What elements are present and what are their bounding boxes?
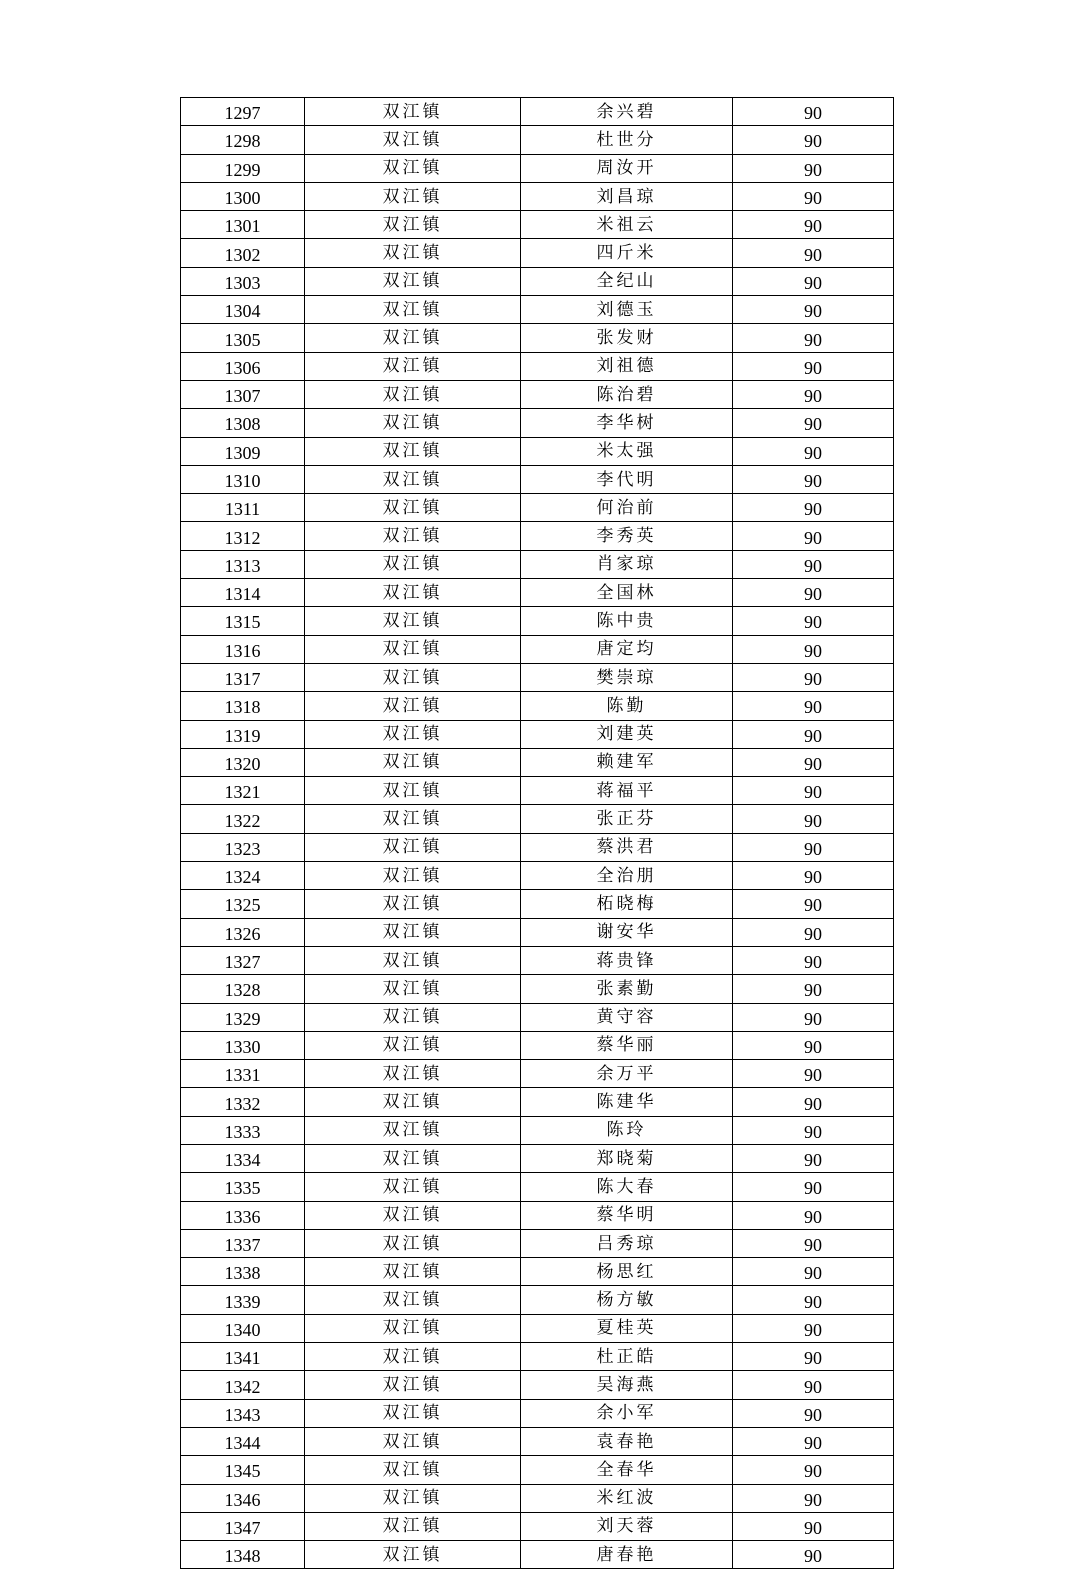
table-row [181, 1088, 894, 1116]
person-name-cell: 唐定均 [521, 635, 733, 663]
serial-number-cell: 1329 [181, 1003, 305, 1031]
town-cell: 双江镇 [305, 1116, 521, 1144]
table-row [181, 1173, 894, 1201]
town-cell: 双江镇 [305, 833, 521, 861]
score-cell: 90 [733, 1258, 894, 1286]
table-row [181, 805, 894, 833]
town-cell: 双江镇 [305, 635, 521, 663]
town-cell: 双江镇 [305, 692, 521, 720]
town-cell: 双江镇 [305, 1060, 521, 1088]
score-cell: 90 [733, 1116, 894, 1144]
table-row [181, 352, 894, 380]
serial-number-cell: 1312 [181, 522, 305, 550]
town-cell: 双江镇 [305, 777, 521, 805]
town-cell: 双江镇 [305, 1343, 521, 1371]
person-name-cell: 谢安华 [521, 918, 733, 946]
town-cell: 双江镇 [305, 1427, 521, 1455]
score-cell: 90 [733, 805, 894, 833]
score-cell: 90 [733, 1484, 894, 1512]
person-name-cell: 樊崇琼 [521, 663, 733, 691]
table-row [181, 1427, 894, 1455]
score-cell: 90 [733, 409, 894, 437]
score-cell: 90 [733, 946, 894, 974]
score-cell: 90 [733, 1343, 894, 1371]
serial-number-cell: 1338 [181, 1258, 305, 1286]
table-row [181, 663, 894, 691]
score-cell: 90 [733, 1427, 894, 1455]
serial-number-cell: 1330 [181, 1031, 305, 1059]
serial-number-cell: 1306 [181, 352, 305, 380]
serial-number-cell: 1323 [181, 833, 305, 861]
town-cell: 双江镇 [305, 494, 521, 522]
table-row [181, 465, 894, 493]
town-cell: 双江镇 [305, 1258, 521, 1286]
table-row [181, 748, 894, 776]
score-cell: 90 [733, 635, 894, 663]
person-name-cell: 肖家琼 [521, 550, 733, 578]
score-cell: 90 [733, 437, 894, 465]
table-row [181, 437, 894, 465]
table-row [181, 1116, 894, 1144]
table-row [181, 409, 894, 437]
table-row [181, 182, 894, 210]
score-cell: 90 [733, 1314, 894, 1342]
town-cell: 双江镇 [305, 352, 521, 380]
score-cell: 90 [733, 833, 894, 861]
score-cell: 90 [733, 239, 894, 267]
score-cell: 90 [733, 154, 894, 182]
table-row [181, 635, 894, 663]
score-cell: 90 [733, 862, 894, 890]
score-cell: 90 [733, 579, 894, 607]
serial-number-cell: 1324 [181, 862, 305, 890]
town-cell: 双江镇 [305, 805, 521, 833]
person-name-cell: 陈大春 [521, 1173, 733, 1201]
person-name-cell: 四斤米 [521, 239, 733, 267]
person-name-cell: 全春华 [521, 1456, 733, 1484]
table-row [181, 1031, 894, 1059]
score-cell: 90 [733, 1541, 894, 1569]
score-cell: 90 [733, 296, 894, 324]
town-cell: 双江镇 [305, 1314, 521, 1342]
town-cell: 双江镇 [305, 720, 521, 748]
person-name-cell: 陈建华 [521, 1088, 733, 1116]
town-cell: 双江镇 [305, 1541, 521, 1569]
table-row [181, 918, 894, 946]
score-cell: 90 [733, 777, 894, 805]
serial-number-cell: 1301 [181, 211, 305, 239]
score-cell: 90 [733, 1003, 894, 1031]
table-row [181, 1343, 894, 1371]
serial-number-cell: 1326 [181, 918, 305, 946]
table-row [181, 324, 894, 352]
table-row [181, 1229, 894, 1257]
town-cell: 双江镇 [305, 182, 521, 210]
person-name-cell: 赖建军 [521, 748, 733, 776]
town-cell: 双江镇 [305, 154, 521, 182]
table-row [181, 579, 894, 607]
town-cell: 双江镇 [305, 1088, 521, 1116]
table-row [181, 1144, 894, 1172]
person-name-cell: 郑晓菊 [521, 1144, 733, 1172]
table-row [181, 946, 894, 974]
table-row [181, 494, 894, 522]
person-name-cell: 蔡洪君 [521, 833, 733, 861]
score-cell: 90 [733, 267, 894, 295]
score-cell: 90 [733, 522, 894, 550]
town-cell: 双江镇 [305, 1229, 521, 1257]
town-cell: 双江镇 [305, 1484, 521, 1512]
serial-number-cell: 1320 [181, 748, 305, 776]
serial-number-cell: 1310 [181, 465, 305, 493]
person-name-cell: 蒋福平 [521, 777, 733, 805]
serial-number-cell: 1333 [181, 1116, 305, 1144]
person-name-cell: 米太强 [521, 437, 733, 465]
person-name-cell: 李华树 [521, 409, 733, 437]
person-name-cell: 杜世分 [521, 126, 733, 154]
town-cell: 双江镇 [305, 211, 521, 239]
person-name-cell: 吕秀琼 [521, 1229, 733, 1257]
table-row [181, 607, 894, 635]
person-name-cell: 陈治碧 [521, 380, 733, 408]
town-cell: 双江镇 [305, 380, 521, 408]
score-cell: 90 [733, 380, 894, 408]
score-cell: 90 [733, 748, 894, 776]
score-cell: 90 [733, 1399, 894, 1427]
score-cell: 90 [733, 692, 894, 720]
serial-number-cell: 1345 [181, 1456, 305, 1484]
table-row [181, 833, 894, 861]
person-name-cell: 张素勤 [521, 975, 733, 1003]
serial-number-cell: 1303 [181, 267, 305, 295]
town-cell: 双江镇 [305, 890, 521, 918]
town-cell: 双江镇 [305, 607, 521, 635]
table-row [181, 1060, 894, 1088]
score-cell: 90 [733, 1201, 894, 1229]
serial-number-cell: 1347 [181, 1512, 305, 1540]
person-name-cell: 全治朋 [521, 862, 733, 890]
town-cell: 双江镇 [305, 1512, 521, 1540]
score-cell: 90 [733, 663, 894, 691]
table-row [181, 1512, 894, 1540]
person-name-cell: 余兴碧 [521, 98, 733, 126]
score-cell: 90 [733, 126, 894, 154]
table-row [181, 522, 894, 550]
town-cell: 双江镇 [305, 1031, 521, 1059]
person-name-cell: 周汝开 [521, 154, 733, 182]
serial-number-cell: 1339 [181, 1286, 305, 1314]
person-name-cell: 余万平 [521, 1060, 733, 1088]
person-name-cell: 刘德玉 [521, 296, 733, 324]
town-cell: 双江镇 [305, 324, 521, 352]
person-name-cell: 黄守容 [521, 1003, 733, 1031]
person-name-cell: 李代明 [521, 465, 733, 493]
table-row [181, 1371, 894, 1399]
town-cell: 双江镇 [305, 1371, 521, 1399]
table-row [181, 154, 894, 182]
serial-number-cell: 1348 [181, 1541, 305, 1569]
score-cell: 90 [733, 1512, 894, 1540]
town-cell: 双江镇 [305, 1144, 521, 1172]
serial-number-cell: 1322 [181, 805, 305, 833]
serial-number-cell: 1343 [181, 1399, 305, 1427]
person-name-cell: 刘建英 [521, 720, 733, 748]
town-cell: 双江镇 [305, 663, 521, 691]
table-row [181, 862, 894, 890]
serial-number-cell: 1318 [181, 692, 305, 720]
serial-number-cell: 1334 [181, 1144, 305, 1172]
serial-number-cell: 1340 [181, 1314, 305, 1342]
roster-table-body [181, 98, 894, 1569]
town-cell: 双江镇 [305, 522, 521, 550]
town-cell: 双江镇 [305, 579, 521, 607]
person-name-cell: 柘晓梅 [521, 890, 733, 918]
serial-number-cell: 1305 [181, 324, 305, 352]
town-cell: 双江镇 [305, 239, 521, 267]
table-row [181, 380, 894, 408]
town-cell: 双江镇 [305, 465, 521, 493]
person-name-cell: 陈玲 [521, 1116, 733, 1144]
person-name-cell: 全纪山 [521, 267, 733, 295]
score-cell: 90 [733, 918, 894, 946]
score-cell: 90 [733, 890, 894, 918]
table-row [181, 1399, 894, 1427]
table-row [181, 550, 894, 578]
town-cell: 双江镇 [305, 98, 521, 126]
person-name-cell: 杜正皓 [521, 1343, 733, 1371]
serial-number-cell: 1346 [181, 1484, 305, 1512]
person-name-cell: 全国林 [521, 579, 733, 607]
table-row [181, 890, 894, 918]
serial-number-cell: 1299 [181, 154, 305, 182]
person-name-cell: 蔡华丽 [521, 1031, 733, 1059]
serial-number-cell: 1297 [181, 98, 305, 126]
table-row [181, 777, 894, 805]
table-row [181, 1201, 894, 1229]
score-cell: 90 [733, 550, 894, 578]
serial-number-cell: 1316 [181, 635, 305, 663]
town-cell: 双江镇 [305, 1201, 521, 1229]
serial-number-cell: 1319 [181, 720, 305, 748]
table-row [181, 239, 894, 267]
score-cell: 90 [733, 1144, 894, 1172]
table-row [181, 720, 894, 748]
person-name-cell: 何治前 [521, 494, 733, 522]
serial-number-cell: 1309 [181, 437, 305, 465]
table-row [181, 267, 894, 295]
score-cell: 90 [733, 1286, 894, 1314]
person-name-cell: 夏桂英 [521, 1314, 733, 1342]
serial-number-cell: 1300 [181, 182, 305, 210]
person-name-cell: 余小军 [521, 1399, 733, 1427]
person-name-cell: 陈中贵 [521, 607, 733, 635]
roster-table [180, 97, 894, 1569]
serial-number-cell: 1321 [181, 777, 305, 805]
town-cell: 双江镇 [305, 550, 521, 578]
town-cell: 双江镇 [305, 975, 521, 1003]
serial-number-cell: 1336 [181, 1201, 305, 1229]
town-cell: 双江镇 [305, 126, 521, 154]
serial-number-cell: 1311 [181, 494, 305, 522]
table-row [181, 1258, 894, 1286]
score-cell: 90 [733, 494, 894, 522]
serial-number-cell: 1314 [181, 579, 305, 607]
serial-number-cell: 1332 [181, 1088, 305, 1116]
person-name-cell: 杨思红 [521, 1258, 733, 1286]
serial-number-cell: 1337 [181, 1229, 305, 1257]
town-cell: 双江镇 [305, 296, 521, 324]
score-cell: 90 [733, 1456, 894, 1484]
town-cell: 双江镇 [305, 1003, 521, 1031]
serial-number-cell: 1327 [181, 946, 305, 974]
person-name-cell: 米祖云 [521, 211, 733, 239]
score-cell: 90 [733, 98, 894, 126]
person-name-cell: 刘昌琼 [521, 182, 733, 210]
serial-number-cell: 1341 [181, 1343, 305, 1371]
serial-number-cell: 1304 [181, 296, 305, 324]
table-row [181, 1286, 894, 1314]
score-cell: 90 [733, 1173, 894, 1201]
serial-number-cell: 1335 [181, 1173, 305, 1201]
score-cell: 90 [733, 465, 894, 493]
town-cell: 双江镇 [305, 1399, 521, 1427]
person-name-cell: 米红波 [521, 1484, 733, 1512]
person-name-cell: 蒋贵锋 [521, 946, 733, 974]
table-row [181, 1484, 894, 1512]
serial-number-cell: 1344 [181, 1427, 305, 1455]
serial-number-cell: 1313 [181, 550, 305, 578]
serial-number-cell: 1308 [181, 409, 305, 437]
serial-number-cell: 1331 [181, 1060, 305, 1088]
score-cell: 90 [733, 1229, 894, 1257]
serial-number-cell: 1328 [181, 975, 305, 1003]
person-name-cell: 张发财 [521, 324, 733, 352]
town-cell: 双江镇 [305, 1456, 521, 1484]
person-name-cell: 吴海燕 [521, 1371, 733, 1399]
table-row [181, 975, 894, 1003]
score-cell: 90 [733, 607, 894, 635]
serial-number-cell: 1342 [181, 1371, 305, 1399]
score-cell: 90 [733, 975, 894, 1003]
person-name-cell: 李秀英 [521, 522, 733, 550]
table-row [181, 692, 894, 720]
table-row [181, 126, 894, 154]
table-row [181, 1314, 894, 1342]
score-cell: 90 [733, 1031, 894, 1059]
person-name-cell: 唐春艳 [521, 1541, 733, 1569]
person-name-cell: 刘天蓉 [521, 1512, 733, 1540]
table-row [181, 98, 894, 126]
person-name-cell: 张正芬 [521, 805, 733, 833]
person-name-cell: 蔡华明 [521, 1201, 733, 1229]
table-row [181, 1003, 894, 1031]
score-cell: 90 [733, 720, 894, 748]
town-cell: 双江镇 [305, 267, 521, 295]
town-cell: 双江镇 [305, 409, 521, 437]
town-cell: 双江镇 [305, 946, 521, 974]
town-cell: 双江镇 [305, 748, 521, 776]
person-name-cell: 杨方敏 [521, 1286, 733, 1314]
score-cell: 90 [733, 1060, 894, 1088]
serial-number-cell: 1317 [181, 663, 305, 691]
town-cell: 双江镇 [305, 862, 521, 890]
score-cell: 90 [733, 182, 894, 210]
score-cell: 90 [733, 1088, 894, 1116]
town-cell: 双江镇 [305, 1173, 521, 1201]
score-cell: 90 [733, 324, 894, 352]
score-cell: 90 [733, 352, 894, 380]
score-cell: 90 [733, 211, 894, 239]
table-row [181, 1541, 894, 1569]
person-name-cell: 袁春艳 [521, 1427, 733, 1455]
serial-number-cell: 1325 [181, 890, 305, 918]
town-cell: 双江镇 [305, 918, 521, 946]
serial-number-cell: 1307 [181, 380, 305, 408]
town-cell: 双江镇 [305, 437, 521, 465]
person-name-cell: 陈勤 [521, 692, 733, 720]
town-cell: 双江镇 [305, 1286, 521, 1314]
table-row [181, 1456, 894, 1484]
serial-number-cell: 1315 [181, 607, 305, 635]
table-row [181, 296, 894, 324]
serial-number-cell: 1302 [181, 239, 305, 267]
person-name-cell: 刘祖德 [521, 352, 733, 380]
table-row [181, 211, 894, 239]
score-cell: 90 [733, 1371, 894, 1399]
serial-number-cell: 1298 [181, 126, 305, 154]
